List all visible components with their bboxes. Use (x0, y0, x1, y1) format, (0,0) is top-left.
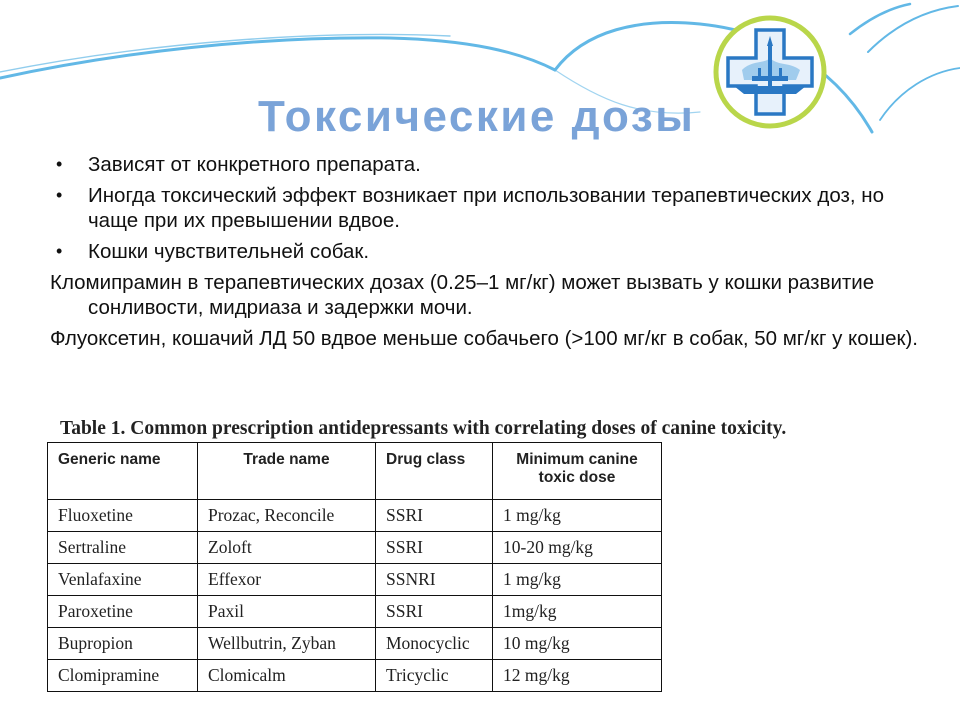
table-row (48, 564, 662, 596)
table-cell: Monocyclic (376, 628, 493, 660)
table-cell: Fluoxetine (48, 500, 198, 532)
table-row (48, 628, 662, 660)
table-cell: 10 mg/kg (493, 628, 662, 660)
column-header: Drug class (376, 443, 493, 500)
table-cell: Bupropion (48, 628, 198, 660)
toxicity-table (47, 442, 662, 692)
table-cell: 12 mg/kg (493, 660, 662, 692)
table-cell: Tricyclic (376, 660, 493, 692)
table-cell: SSRI (376, 500, 493, 532)
table-cell: Prozac, Reconcile (198, 500, 376, 532)
table-row (48, 500, 662, 532)
table-cell: Clomicalm (198, 660, 376, 692)
bullet-item: • Иногда токсический эффект возникает при использовании терапевтических доз, но чаще при их превышении вдвое. (50, 183, 920, 233)
table-cell: 1 mg/kg (493, 500, 662, 532)
table-cell: SSRI (376, 596, 493, 628)
table-row (48, 596, 662, 628)
bullet-item: • Кошки чувствительней собак. (50, 239, 920, 264)
column-header: Generic name (48, 443, 198, 500)
table-cell: Paxil (198, 596, 376, 628)
table-caption: Table 1. Common prescription antidepressants with correlating doses of canine toxicity. (60, 418, 787, 439)
table-cell: SSNRI (376, 564, 493, 596)
table-cell: Zoloft (198, 532, 376, 564)
table-cell: Clomipramine (48, 660, 198, 692)
bullet-item: • Зависят от конкретного препарата. (50, 152, 920, 177)
table-cell: Sertraline (48, 532, 198, 564)
table-cell: 10-20 mg/kg (493, 532, 662, 564)
paragraph-clomipramine: Кломипрамин в терапевтических дозах (0.25–1 мг/кг) может вызвать у кошки развитие сонливости, мидриаза и задержки мочи. (50, 271, 875, 319)
table-row (48, 532, 662, 564)
table-cell: Wellbutrin, Zyban (198, 628, 376, 660)
table-cell: Effexor (198, 564, 376, 596)
slide-title: Токсические дозы (258, 92, 696, 141)
column-header: Minimum canine toxic dose (493, 443, 662, 500)
slide-body (50, 152, 920, 357)
table-row (48, 660, 662, 692)
table-header-row (48, 443, 662, 500)
table-cell: Venlafaxine (48, 564, 198, 596)
table-cell: 1mg/kg (493, 596, 662, 628)
table-cell: Paroxetine (48, 596, 198, 628)
table-cell: 1 mg/kg (493, 564, 662, 596)
paragraph-fluoxetine: Флуоксетин, кошачий ЛД 50 вдвое меньше собачьего (>100 мг/кг в собак, 50 мг/кг у кошек). (50, 327, 918, 350)
column-header: Trade name (198, 443, 376, 500)
medical-cross-emblem-icon (712, 14, 828, 130)
table-cell: SSRI (376, 532, 493, 564)
